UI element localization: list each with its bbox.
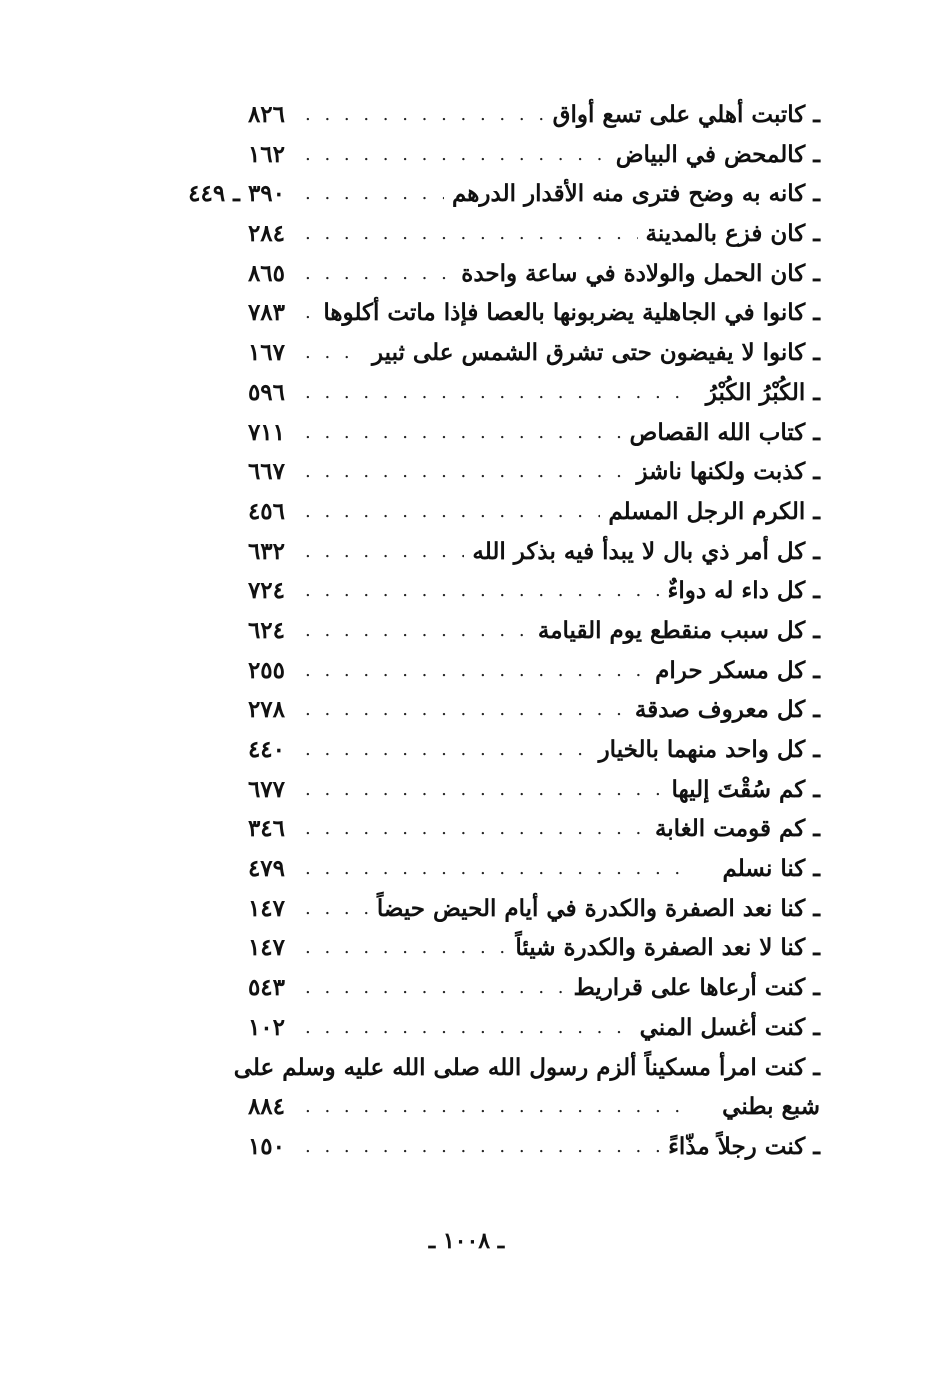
page-footer-number: ـ ١٠٠٨ ـ <box>428 1228 505 1254</box>
index-entry <box>160 571 820 611</box>
entry-page-number: ٨٨٤ <box>235 1087 285 1127</box>
entry-page-number: ٢٥٥ <box>235 651 285 691</box>
entry-phrase: ـ كل داء له دواءٌ <box>660 571 820 611</box>
index-entry <box>160 651 820 691</box>
entry-phrase: ـ كل معروف صدقة <box>627 690 820 730</box>
leader-dots <box>305 571 685 611</box>
entry-phrase: ـ كاتبت أهلي على تسع أواق <box>545 95 820 135</box>
index-entry <box>160 293 820 333</box>
index-entry <box>160 333 820 373</box>
entry-phrase: ـ كتاب الله القصاص <box>622 413 820 453</box>
entry-phrase: ـ الكُبْرُ الكُبْرُ <box>698 373 820 413</box>
entry-page-number: ٢٧٨ <box>235 690 285 730</box>
entry-phrase: ـ كنت أغسل المني <box>632 1008 820 1048</box>
entry-phrase: ـ كنا نسلم <box>715 849 821 889</box>
entry-phrase: ـ كانوا لا يفيضون حتى تشرق الشمس على ثبير <box>364 333 820 373</box>
entry-phrase: ـ كانوا في الجاهلية يضربونها بالعصا فإذا ماتت أكلوها <box>315 293 820 333</box>
entry-phrase: ـ كنت أرعاها على قراريط <box>565 968 820 1008</box>
leader-dots <box>305 849 685 889</box>
entry-phrase: ـ كل واحد منهما بالخيار <box>591 730 820 770</box>
index-entry <box>160 928 820 968</box>
index-entry <box>160 1048 820 1088</box>
index-entry <box>160 730 820 770</box>
index-entry <box>160 809 820 849</box>
leader-dots <box>305 1127 685 1167</box>
index-entry <box>160 770 820 810</box>
index-entry <box>160 1087 820 1127</box>
entry-page-number: ١٤٧ <box>235 889 285 929</box>
entry-page-number: ٤٥٦ <box>235 492 285 532</box>
index-entry <box>160 174 820 214</box>
entry-page-number: ٤٤٠ <box>235 730 285 770</box>
index-entry <box>160 690 820 730</box>
index-entry <box>160 889 820 929</box>
index-entry <box>160 452 820 492</box>
entry-page-number: ٦٧٧ <box>235 770 285 810</box>
entry-phrase: ـ كم سُقْتَ إليها <box>664 770 820 810</box>
leader-dots <box>305 373 685 413</box>
index-entry <box>160 611 820 651</box>
entry-page-number: ٦٦٧ <box>235 452 285 492</box>
entry-page-number: ١٠٢ <box>235 1008 285 1048</box>
entry-phrase: ـ كان الحمل والولادة في ساعة واحدة <box>453 254 820 294</box>
entry-page-number: ٣٩٠ ـ ٤٤٩ <box>160 174 285 214</box>
index-entry <box>160 95 820 135</box>
entry-page-number: ٧٢٤ <box>235 571 285 611</box>
index-entry <box>160 254 820 294</box>
entry-phrase: شبع بطني <box>714 1087 820 1127</box>
leader-dots <box>305 809 685 849</box>
index-entry <box>160 373 820 413</box>
entry-phrase: ـ كذبت ولكنها ناشز <box>628 452 820 492</box>
index-entry <box>160 413 820 453</box>
index-entry <box>160 849 820 889</box>
entry-page-number: ١٦٧ <box>235 333 285 373</box>
leader-dots <box>305 770 685 810</box>
entry-phrase: ـ الكرم الرجل المسلم <box>600 492 820 532</box>
leader-dots <box>305 214 685 254</box>
entry-page-number: ٥٩٦ <box>235 373 285 413</box>
leader-dots <box>305 651 685 691</box>
index-entry <box>160 532 820 572</box>
entry-page-number: ٣٤٦ <box>235 809 285 849</box>
entry-phrase: ـ كنا نعد الصفرة والكدرة في أيام الحيض حيضاً <box>369 889 820 929</box>
leader-dots <box>305 1008 685 1048</box>
entry-page-number: ٢٨٤ <box>235 214 285 254</box>
entry-phrase: ـ كنت رجلاً مذّاءً <box>660 1127 820 1167</box>
entry-phrase: ـ كنت امرأ مسكيناً ألزم رسول الله صلى الله عليه وسلم على <box>292 1048 820 1088</box>
entry-phrase: ـ كنا لا نعد الصفرة والكدرة شيئاً <box>507 928 820 968</box>
entry-phrase: ـ كل أمر ذي بال لا يبدأ فيه بذكر الله <box>464 532 820 572</box>
entry-phrase: ـ كم قومت الغابة <box>647 809 820 849</box>
entry-phrase: ـ كالمحض في البياض <box>608 135 820 175</box>
entry-page-number: ٧٨٣ <box>235 293 285 333</box>
entry-page-number: ٤٧٩ <box>235 849 285 889</box>
entry-phrase: ـ كل سبب منقطع يوم القيامة <box>530 611 820 651</box>
entry-page-number: ٧١١ <box>235 413 285 453</box>
entry-page-number: ٦٣٢ <box>235 532 285 572</box>
entry-page-number: ٨٦٥ <box>235 254 285 294</box>
leader-dots <box>305 1087 685 1127</box>
index-entry <box>160 1008 820 1048</box>
entry-page-number: ١٤٧ <box>235 928 285 968</box>
entry-page-number: ٨٢٦ <box>235 95 285 135</box>
entry-phrase: ـ كانه به وضح فترى منه الأقدار الدرهم <box>444 174 820 214</box>
index-list <box>160 95 820 1167</box>
entry-page-number: ١٦٢ <box>235 135 285 175</box>
index-entry <box>160 214 820 254</box>
index-entry <box>160 968 820 1008</box>
entry-phrase: ـ كان فزع بالمدينة <box>638 214 820 254</box>
entry-page-number: ٥٤٣ <box>235 968 285 1008</box>
index-entry <box>160 492 820 532</box>
entry-page-number: ١٥٠ <box>235 1127 285 1167</box>
entry-page-number: ٦٢٤ <box>235 611 285 651</box>
index-entry <box>160 1127 820 1167</box>
index-entry <box>160 135 820 175</box>
entry-phrase: ـ كل مسكر حرام <box>647 651 820 691</box>
